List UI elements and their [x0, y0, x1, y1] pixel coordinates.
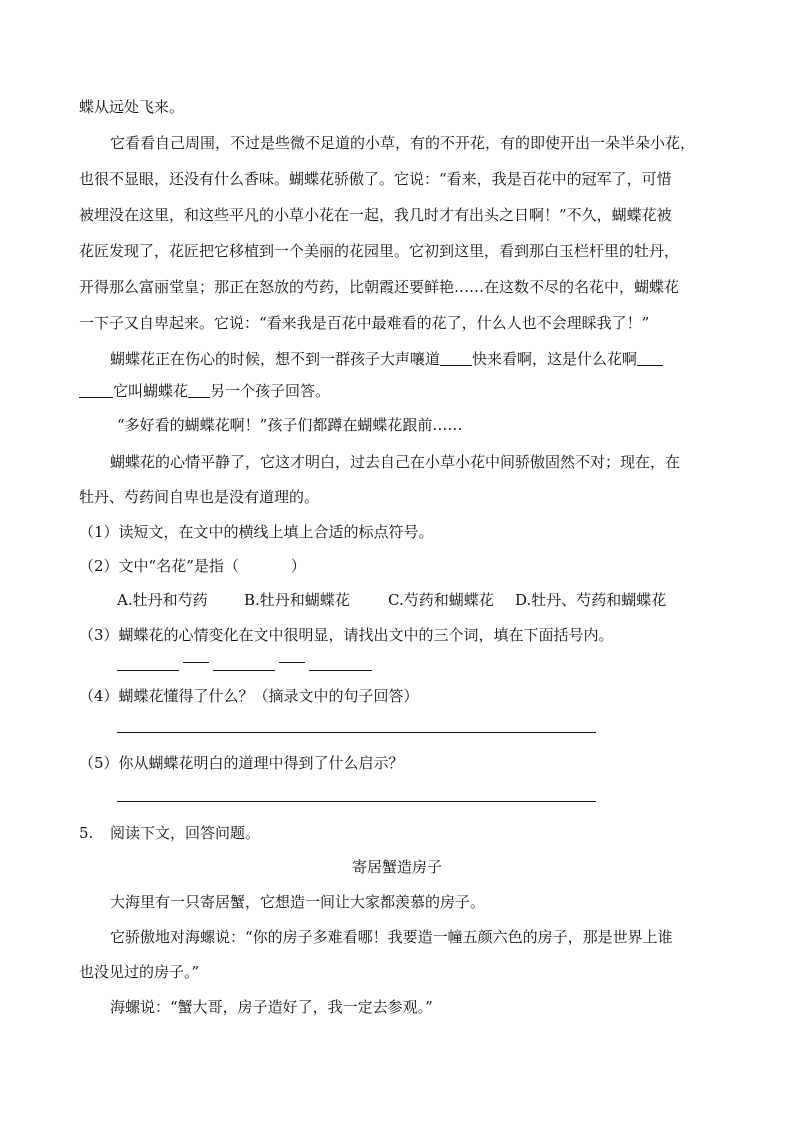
story-title: 寄居蟹造房子 [351, 858, 442, 876]
paragraph-text: 它叫蝴蝶花 [113, 382, 189, 400]
paragraph-line: 它看看自己周围，不过是些微不足道的小草，有的不开花，有的即使开出一朵半朵小花， [110, 134, 696, 152]
option-a[interactable]: A.牡丹和芍药 [117, 591, 208, 609]
punctuation-blank-2[interactable] [637, 350, 663, 366]
answer-blank-3a[interactable] [117, 670, 179, 671]
question-2 [79, 556, 306, 576]
paragraph-line: “多好看的蝴蝶花啊！”孩子们都蹲在蝴蝶花跟前…… [117, 416, 463, 434]
paragraph-line: 一下子又自卑起来。它说：“看来我是百花中最难看的花了，什么人也不会理睬我了！” [79, 314, 650, 332]
paragraph-line: 被埋没在这里，和这些平凡的小草小花在一起，我几时才有出头之日啊！”不久，蝴蝶花被 [79, 206, 672, 224]
question-2-text: （2）文中“名花”是指（ [79, 557, 239, 575]
dash-separator [279, 662, 305, 663]
question-4: （4）蝴蝶花懂得了什么？（摘录文中的句子回答） [79, 687, 419, 705]
paragraph-line: 也很不显眼，还没有什么香味。蝴蝶花骄傲了。它说：“看来，我是百花中的冠军了，可惜 [79, 170, 672, 188]
question-3: （3）蝴蝶花的心情变化在文中很明显，请找出文中的三个词，填在下面括号内。 [79, 626, 614, 644]
question-2-close: ） [290, 557, 306, 575]
question-1: （1）读短文，在文中的横线上填上合适的标点符号。 [79, 523, 434, 541]
paragraph-line-with-blanks [79, 381, 330, 401]
punctuation-blank-4[interactable] [188, 382, 210, 398]
paragraph-line: 蝴蝶花的心情平静了，它这才明白，过去自己在小草小花中间骄傲固然不对；现在，在 [110, 453, 681, 471]
paragraph-line: 花匠发现了，花匠把它移植到一个美丽的花园里。它初到这里，看到那白玉栏杆里的牡丹， [79, 242, 680, 260]
section-instruction: 阅读下文，回答问题。 [110, 824, 261, 842]
paragraph-text: 快来看啊，这是什么花啊 [472, 350, 638, 368]
question-5: （5）你从蝴蝶花明白的道理中得到了什么启示？ [79, 754, 404, 772]
paragraph-line: 牡丹、芍药间自卑也是没有道理的。 [79, 488, 320, 506]
option-b[interactable]: B.牡丹和蝴蝶花 [244, 591, 350, 609]
answer-blank-3c[interactable] [309, 670, 372, 671]
paragraph-line: 开得那么富丽堂皇；那正在怒放的芍药，比朝霞还要鲜艳……在这数不尽的名花中，蝴蝶花 [79, 278, 680, 296]
dash-separator [183, 662, 209, 663]
question-number: 5. [79, 824, 94, 842]
paragraph-text: 另一个孩子回答。 [210, 382, 331, 400]
option-d[interactable]: D.牡丹、芍药和蝴蝶花 [515, 591, 667, 609]
option-c[interactable]: C.芍药和蝴蝶花 [388, 591, 494, 609]
answer-line-4[interactable] [117, 732, 596, 733]
paragraph-continuation: 蝶从远处飞来。 [79, 98, 185, 116]
paragraph-line: 它骄傲地对海螺说：“你的房子多难看哪！我要造一幢五颜六色的房子，那是世界上谁 [110, 928, 673, 946]
answer-blank-3b[interactable] [213, 670, 275, 671]
punctuation-blank-3[interactable] [79, 382, 113, 398]
paragraph-text: 蝴蝶花正在伤心的时候，想不到一群孩子大声嚷道 [110, 350, 441, 368]
answer-line-5[interactable] [117, 801, 596, 802]
paragraph-line: 海螺说：“蟹大哥，房子造好了，我一定去参观。” [110, 998, 433, 1016]
paragraph-line: 大海里有一只寄居蟹，它想造一间让大家都羡慕的房子。 [110, 893, 486, 911]
paragraph-line: 也没见过的房子。” [79, 963, 200, 981]
punctuation-blank-1[interactable] [440, 350, 472, 366]
paragraph-line-with-blanks [110, 349, 663, 369]
